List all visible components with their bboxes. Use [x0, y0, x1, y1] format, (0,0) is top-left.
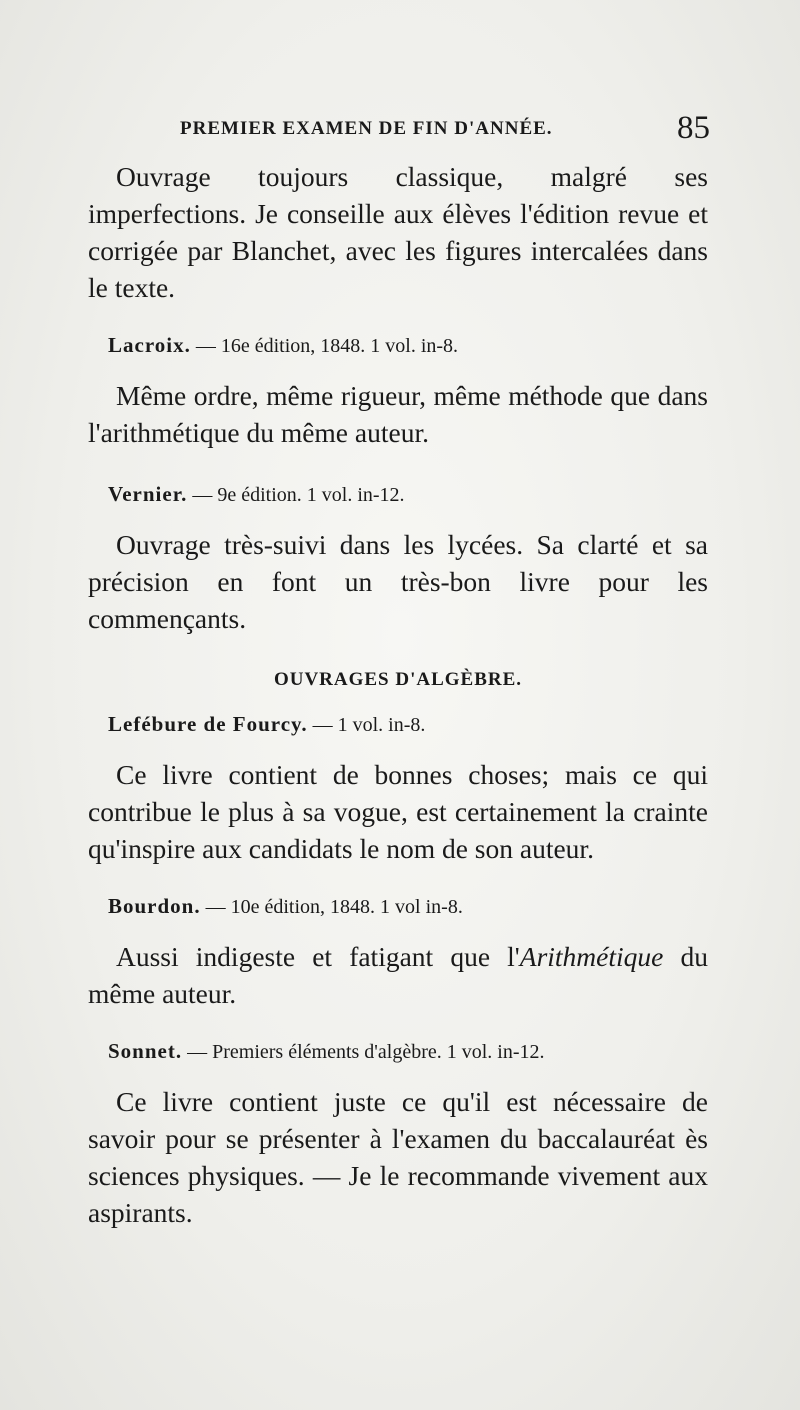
book-details: — 16e édition, 1848. 1 vol. in-8. — [190, 335, 459, 357]
paragraph-6: Ce livre contient juste ce qu'il est nécessaire de savoir pour se présenter à l'examen du baccalauréat ès sciences physiques. — Je le recommande vivement aux aspirants. — [88, 1086, 708, 1228]
book-entry-lefebure — [88, 711, 708, 738]
book-details: — 9e édition. 1 vol. in-12. — [187, 484, 405, 506]
paragraph-5-text-a: Aussi indigeste et fatigant que l' — [116, 941, 520, 972]
book-details: — 1 vol. in-8. — [307, 714, 426, 736]
book-entry-sonnet — [88, 1038, 708, 1065]
section-title: OUVRAGES D'ALGÈBRE. — [273, 669, 523, 690]
book-details: — 10e édition, 1848. 1 vol in-8. — [200, 896, 463, 918]
paragraph-4: Ce livre contient de bonnes choses; mais ce qui contribue le plus à sa vogue, est certainement la crainte qu'inspire aux candidats le nom de son auteur. — [88, 759, 708, 864]
paragraph-5-emphasis: Arithmétique — [519, 941, 664, 972]
paragraph-3: Ouvrage très-suivi dans les lycées. Sa clarté et sa précision en font un très-bon livre pour les commençants. — [88, 529, 708, 634]
book-entry-bourdon — [88, 893, 708, 920]
book-entry-lacroix — [88, 332, 708, 359]
paragraph-5 — [88, 938, 708, 1012]
author-name: Lacroix. — [108, 333, 191, 357]
author-name: Sonnet. — [108, 1039, 183, 1063]
page-body — [88, 158, 708, 1231]
page-header — [180, 110, 710, 150]
author-name: Bourdon. — [108, 894, 201, 918]
author-name: Vernier. — [108, 482, 188, 506]
author-name: Lefébure de Fourcy. — [108, 712, 308, 736]
book-entry-vernier — [88, 481, 708, 508]
book-details: — Premiers éléments d'algèbre. 1 vol. in-12. — [182, 1041, 545, 1063]
paragraph-5-text-b: du même auteur. — [88, 941, 709, 1009]
paragraph-2: Même ordre, même rigueur, même méthode que dans l'arithmétique du même auteur. — [88, 380, 708, 448]
page-number: 85 — [677, 110, 710, 146]
running-head: PREMIER EXAMEN DE FIN D'ANNÉE. — [180, 118, 553, 139]
paragraph-1: Ouvrage toujours classique, malgré ses imperfections. Je conseille aux élèves l'édition revue et corrigée par Blanchet, avec les figures intercalées dans le texte. — [88, 161, 708, 303]
